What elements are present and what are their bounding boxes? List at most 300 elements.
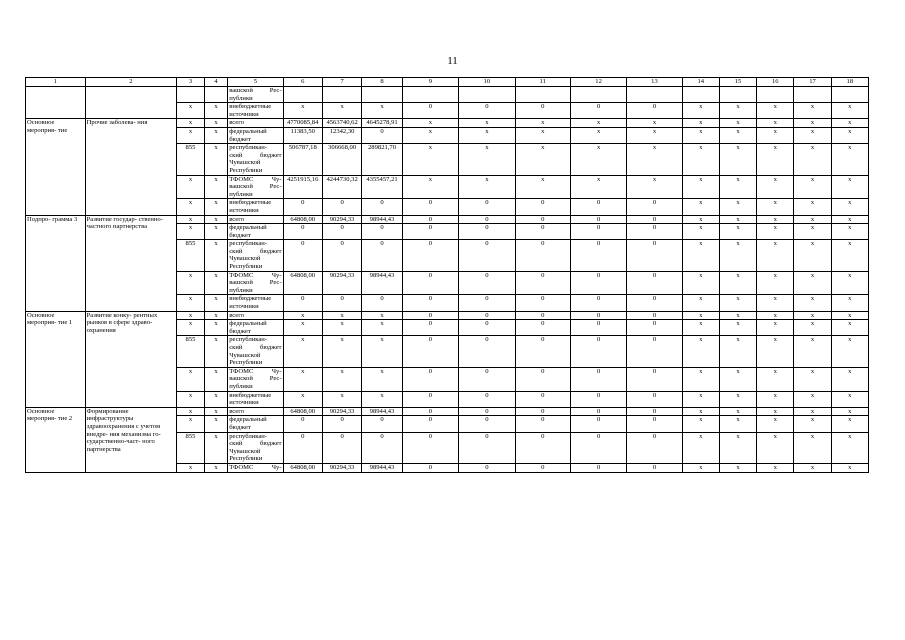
value-cell: 0: [283, 224, 322, 240]
value-cell: х: [682, 391, 719, 407]
value-cell: х: [719, 391, 756, 407]
value-cell: 0: [627, 416, 682, 432]
value-cell: х: [719, 175, 756, 199]
value-cell: х: [682, 311, 719, 320]
value-cell: х: [719, 320, 756, 336]
code-cell: х: [204, 119, 227, 128]
value-cell: х: [719, 295, 756, 311]
value-cell: 0: [362, 416, 402, 432]
program-name-cell: Подпро- грамма 3: [26, 215, 86, 311]
value-cell: 0: [362, 199, 402, 215]
code-cell: х: [204, 432, 227, 463]
code-cell: х: [177, 271, 205, 295]
funding-source-cell: всего: [228, 215, 283, 224]
value-cell: 0: [570, 311, 626, 320]
code-cell: х: [204, 175, 227, 199]
value-cell: 0: [515, 320, 570, 336]
funding-source-cell: внебюджетные источники: [228, 199, 283, 215]
value-cell: 12342,30: [322, 127, 361, 143]
column-header: 9: [402, 78, 458, 87]
value-cell: 0: [402, 463, 458, 472]
value-cell: х: [515, 175, 570, 199]
value-cell: х: [682, 199, 719, 215]
value-cell: 0: [362, 432, 402, 463]
value-cell: х: [757, 240, 794, 271]
value-cell: 0: [515, 271, 570, 295]
value-cell: х: [831, 407, 868, 416]
value-cell: х: [757, 367, 794, 391]
value-cell: х: [794, 199, 831, 215]
value-cell: х: [627, 127, 682, 143]
value-cell: х: [831, 320, 868, 336]
value-cell: 289821,70: [362, 144, 402, 175]
value-cell: 0: [459, 416, 515, 432]
value-cell: х: [831, 240, 868, 271]
value-cell: х: [794, 407, 831, 416]
value-cell: х: [794, 391, 831, 407]
value-cell: 64808,00: [283, 215, 322, 224]
value-cell: х: [757, 127, 794, 143]
value-cell: х: [794, 127, 831, 143]
value-cell: х: [682, 144, 719, 175]
value-cell: х: [682, 215, 719, 224]
value-cell: 0: [402, 295, 458, 311]
value-cell: х: [794, 311, 831, 320]
value-cell: х: [570, 119, 626, 128]
value-cell: х: [570, 144, 626, 175]
value-cell: х: [794, 432, 831, 463]
value-cell: х: [794, 240, 831, 271]
value-cell: х: [402, 175, 458, 199]
value-cell: х: [794, 271, 831, 295]
funding-source-cell: федеральный бюджет: [228, 416, 283, 432]
value-cell: 90294,33: [322, 463, 361, 472]
value-cell: 64808,00: [283, 463, 322, 472]
value-cell: [515, 87, 570, 103]
column-header: 7: [322, 78, 361, 87]
value-cell: х: [831, 416, 868, 432]
value-cell: х: [682, 119, 719, 128]
value-cell: х: [322, 367, 361, 391]
value-cell: 0: [322, 240, 361, 271]
value-cell: х: [719, 271, 756, 295]
value-cell: х: [515, 127, 570, 143]
value-cell: х: [757, 295, 794, 311]
value-cell: 0: [362, 127, 402, 143]
value-cell: 0: [515, 336, 570, 367]
value-cell: 506787,18: [283, 144, 322, 175]
program-title-cell: [85, 87, 177, 119]
funding-source-cell: республикан- ский бюджет Чувашской Республики: [229, 336, 282, 367]
code-cell: х: [177, 391, 205, 407]
value-cell: [627, 87, 682, 103]
value-cell: х: [459, 175, 515, 199]
program-title-cell: Формирование инфраструктуры здравоохранения с учетом внедре- ния механизма го- сударственно-част- ного партнерства: [85, 407, 177, 472]
value-cell: 0: [627, 320, 682, 336]
value-cell: 0: [362, 240, 402, 271]
value-cell: х: [322, 320, 361, 336]
value-cell: 0: [402, 271, 458, 295]
value-cell: 0: [402, 311, 458, 320]
value-cell: х: [719, 407, 756, 416]
value-cell: 0: [515, 295, 570, 311]
value-cell: х: [322, 336, 361, 367]
code-cell: 855: [177, 144, 205, 175]
table-row: [26, 407, 869, 416]
code-cell: [204, 87, 227, 103]
column-header: 2: [85, 78, 177, 87]
value-cell: [322, 87, 361, 103]
value-cell: 4770085,84: [283, 119, 322, 128]
value-cell: 4563740,62: [322, 119, 361, 128]
value-cell: х: [757, 271, 794, 295]
value-cell: 0: [362, 295, 402, 311]
value-cell: [831, 87, 868, 103]
value-cell: 306668,00: [322, 144, 361, 175]
value-cell: 0: [459, 336, 515, 367]
code-cell: х: [204, 391, 227, 407]
value-cell: х: [682, 127, 719, 143]
value-cell: х: [794, 367, 831, 391]
code-cell: х: [204, 311, 227, 320]
value-cell: х: [515, 144, 570, 175]
value-cell: 0: [627, 432, 682, 463]
value-cell: 98944,43: [362, 463, 402, 472]
code-cell: х: [204, 336, 227, 367]
value-cell: х: [682, 336, 719, 367]
value-cell: 0: [627, 295, 682, 311]
value-cell: 0: [570, 463, 626, 472]
column-header: 18: [831, 78, 868, 87]
code-cell: х: [177, 311, 205, 320]
value-cell: х: [794, 175, 831, 199]
code-cell: 855: [177, 240, 205, 271]
value-cell: 0: [515, 224, 570, 240]
program-name-cell: Основное мероприя- тие: [26, 119, 86, 215]
code-cell: 855: [177, 432, 205, 463]
program-title-cell: Прочие заболева- ния: [85, 119, 177, 215]
value-cell: 0: [515, 391, 570, 407]
value-cell: 0: [515, 311, 570, 320]
value-cell: х: [757, 432, 794, 463]
value-cell: 4355457,21: [362, 175, 402, 199]
value-cell: х: [362, 320, 402, 336]
column-header: 5: [228, 78, 283, 87]
code-cell: х: [177, 295, 205, 311]
value-cell: 0: [515, 103, 570, 119]
value-cell: 0: [627, 271, 682, 295]
program-name-cell: [26, 87, 86, 119]
page-number: 11: [447, 55, 458, 67]
value-cell: х: [402, 119, 458, 128]
code-cell: х: [204, 127, 227, 143]
code-cell: х: [177, 103, 205, 119]
value-cell: х: [682, 416, 719, 432]
value-cell: х: [402, 144, 458, 175]
value-cell: х: [757, 144, 794, 175]
value-cell: х: [719, 119, 756, 128]
value-cell: х: [459, 127, 515, 143]
value-cell: 0: [627, 224, 682, 240]
value-cell: х: [794, 463, 831, 472]
funding-source-cell: ТФОМС Чу-: [229, 463, 282, 471]
value-cell: х: [719, 463, 756, 472]
value-cell: х: [322, 103, 361, 119]
value-cell: [459, 87, 515, 103]
value-cell: 0: [570, 432, 626, 463]
value-cell: 0: [570, 215, 626, 224]
value-cell: х: [682, 367, 719, 391]
value-cell: х: [757, 175, 794, 199]
table-row: [26, 215, 869, 224]
value-cell: 4645278,91: [362, 119, 402, 128]
program-name-cell: Основное мероприя- тие 1: [26, 311, 86, 407]
value-cell: 0: [459, 407, 515, 416]
value-cell: 98944,43: [362, 215, 402, 224]
value-cell: х: [831, 367, 868, 391]
code-cell: х: [177, 175, 205, 199]
value-cell: х: [794, 119, 831, 128]
value-cell: х: [757, 416, 794, 432]
value-cell: 0: [570, 295, 626, 311]
value-cell: х: [362, 311, 402, 320]
value-cell: х: [794, 295, 831, 311]
value-cell: 0: [515, 367, 570, 391]
code-cell: х: [204, 416, 227, 432]
code-cell: х: [204, 271, 227, 295]
value-cell: х: [831, 311, 868, 320]
value-cell: х: [459, 119, 515, 128]
value-cell: 0: [402, 432, 458, 463]
column-header: 6: [283, 78, 322, 87]
code-cell: х: [177, 416, 205, 432]
value-cell: 0: [283, 199, 322, 215]
code-cell: х: [177, 407, 205, 416]
value-cell: [570, 87, 626, 103]
value-cell: х: [794, 215, 831, 224]
funding-source-cell: федеральный бюджет: [228, 224, 283, 240]
value-cell: 0: [570, 240, 626, 271]
value-cell: 0: [627, 407, 682, 416]
value-cell: 0: [459, 215, 515, 224]
code-cell: х: [204, 407, 227, 416]
value-cell: х: [831, 224, 868, 240]
value-cell: 0: [515, 407, 570, 416]
value-cell: х: [459, 144, 515, 175]
value-cell: х: [831, 144, 868, 175]
value-cell: х: [570, 175, 626, 199]
value-cell: 0: [402, 215, 458, 224]
value-cell: 90294,33: [322, 215, 361, 224]
code-cell: х: [177, 367, 205, 391]
value-cell: х: [283, 103, 322, 119]
funding-source-cell: всего: [228, 407, 283, 416]
value-cell: 0: [283, 240, 322, 271]
value-cell: 90294,33: [322, 271, 361, 295]
code-cell: х: [204, 295, 227, 311]
value-cell: х: [719, 127, 756, 143]
table-header-row: [26, 78, 869, 87]
value-cell: х: [757, 320, 794, 336]
value-cell: х: [757, 199, 794, 215]
value-cell: х: [682, 407, 719, 416]
value-cell: х: [757, 103, 794, 119]
value-cell: х: [362, 103, 402, 119]
value-cell: 0: [627, 463, 682, 472]
value-cell: х: [831, 295, 868, 311]
value-cell: х: [283, 320, 322, 336]
value-cell: 0: [570, 367, 626, 391]
value-cell: х: [719, 311, 756, 320]
value-cell: 0: [322, 295, 361, 311]
value-cell: 0: [459, 271, 515, 295]
value-cell: 64808,00: [283, 271, 322, 295]
program-title-cell: Развитие конку- рентных рынков в сфере здраво- охранения: [85, 311, 177, 407]
value-cell: 0: [570, 224, 626, 240]
value-cell: 0: [627, 199, 682, 215]
value-cell: 0: [459, 463, 515, 472]
value-cell: х: [719, 416, 756, 432]
value-cell: 0: [570, 271, 626, 295]
value-cell: х: [570, 127, 626, 143]
funding-source-cell: ТФОМС Чу- вашской Рес- публики: [229, 367, 282, 390]
value-cell: 0: [627, 336, 682, 367]
code-cell: х: [204, 199, 227, 215]
code-cell: х: [177, 320, 205, 336]
value-cell: х: [322, 311, 361, 320]
value-cell: х: [627, 144, 682, 175]
value-cell: 0: [402, 103, 458, 119]
funding-source-cell: всего: [228, 119, 283, 128]
value-cell: 64808,00: [283, 407, 322, 416]
value-cell: х: [757, 311, 794, 320]
value-cell: х: [719, 336, 756, 367]
value-cell: 0: [459, 432, 515, 463]
column-header: 13: [627, 78, 682, 87]
value-cell: х: [682, 432, 719, 463]
value-cell: х: [794, 224, 831, 240]
value-cell: 0: [322, 224, 361, 240]
value-cell: [757, 87, 794, 103]
column-header: 14: [682, 78, 719, 87]
funding-source-cell: внебюджетные источники: [228, 295, 283, 311]
value-cell: 98944,43: [362, 407, 402, 416]
value-cell: 0: [459, 391, 515, 407]
value-cell: х: [362, 367, 402, 391]
value-cell: х: [794, 320, 831, 336]
value-cell: [283, 87, 322, 103]
value-cell: х: [719, 367, 756, 391]
value-cell: [794, 87, 831, 103]
value-cell: х: [757, 224, 794, 240]
budget-table: [25, 77, 869, 473]
value-cell: х: [719, 215, 756, 224]
code-cell: х: [204, 367, 227, 391]
value-cell: х: [831, 271, 868, 295]
value-cell: х: [627, 119, 682, 128]
value-cell: [402, 87, 458, 103]
table-row: [26, 311, 869, 320]
value-cell: 0: [627, 311, 682, 320]
value-cell: х: [402, 127, 458, 143]
value-cell: х: [682, 271, 719, 295]
value-cell: 0: [283, 416, 322, 432]
value-cell: 0: [570, 416, 626, 432]
funding-source-cell: ТФОМС Чу- вашской Рес- публики: [229, 271, 282, 294]
table-row: [26, 119, 869, 128]
value-cell: 0: [322, 432, 361, 463]
value-cell: 0: [402, 367, 458, 391]
value-cell: х: [719, 224, 756, 240]
value-cell: 0: [402, 336, 458, 367]
code-cell: х: [177, 199, 205, 215]
value-cell: х: [719, 144, 756, 175]
value-cell: х: [757, 119, 794, 128]
value-cell: 0: [402, 320, 458, 336]
table-body: [26, 87, 869, 473]
value-cell: х: [794, 144, 831, 175]
code-cell: [177, 87, 205, 103]
code-cell: 855: [177, 336, 205, 367]
value-cell: х: [757, 391, 794, 407]
value-cell: 0: [459, 367, 515, 391]
value-cell: 0: [322, 199, 361, 215]
value-cell: 0: [322, 416, 361, 432]
value-cell: х: [682, 295, 719, 311]
value-cell: х: [682, 224, 719, 240]
value-cell: 0: [402, 224, 458, 240]
value-cell: 0: [459, 199, 515, 215]
value-cell: [682, 87, 719, 103]
value-cell: х: [794, 336, 831, 367]
value-cell: 0: [459, 311, 515, 320]
value-cell: х: [682, 103, 719, 119]
value-cell: х: [362, 391, 402, 407]
value-cell: 11383,50: [283, 127, 322, 143]
value-cell: 0: [515, 240, 570, 271]
column-header: 11: [515, 78, 570, 87]
column-header: 16: [757, 78, 794, 87]
value-cell: 0: [570, 103, 626, 119]
value-cell: х: [757, 336, 794, 367]
value-cell: х: [515, 119, 570, 128]
value-cell: 90294,33: [322, 407, 361, 416]
value-cell: х: [283, 391, 322, 407]
value-cell: х: [831, 391, 868, 407]
value-cell: 0: [627, 103, 682, 119]
value-cell: 98944,43: [362, 271, 402, 295]
code-cell: х: [204, 224, 227, 240]
code-cell: х: [204, 463, 227, 472]
code-cell: х: [204, 240, 227, 271]
value-cell: х: [757, 463, 794, 472]
value-cell: х: [283, 336, 322, 367]
value-cell: 0: [627, 240, 682, 271]
value-cell: х: [719, 432, 756, 463]
value-cell: 0: [402, 407, 458, 416]
value-cell: 0: [570, 336, 626, 367]
value-cell: х: [831, 199, 868, 215]
funding-source-cell: республикан- ский бюджет Чувашской Республики: [229, 432, 282, 463]
value-cell: х: [362, 336, 402, 367]
funding-source-cell: внебюджетные источники: [228, 103, 283, 119]
value-cell: х: [831, 432, 868, 463]
value-cell: х: [794, 416, 831, 432]
value-cell: 0: [459, 103, 515, 119]
value-cell: 4244730,32: [322, 175, 361, 199]
value-cell: 0: [402, 391, 458, 407]
code-cell: х: [204, 320, 227, 336]
